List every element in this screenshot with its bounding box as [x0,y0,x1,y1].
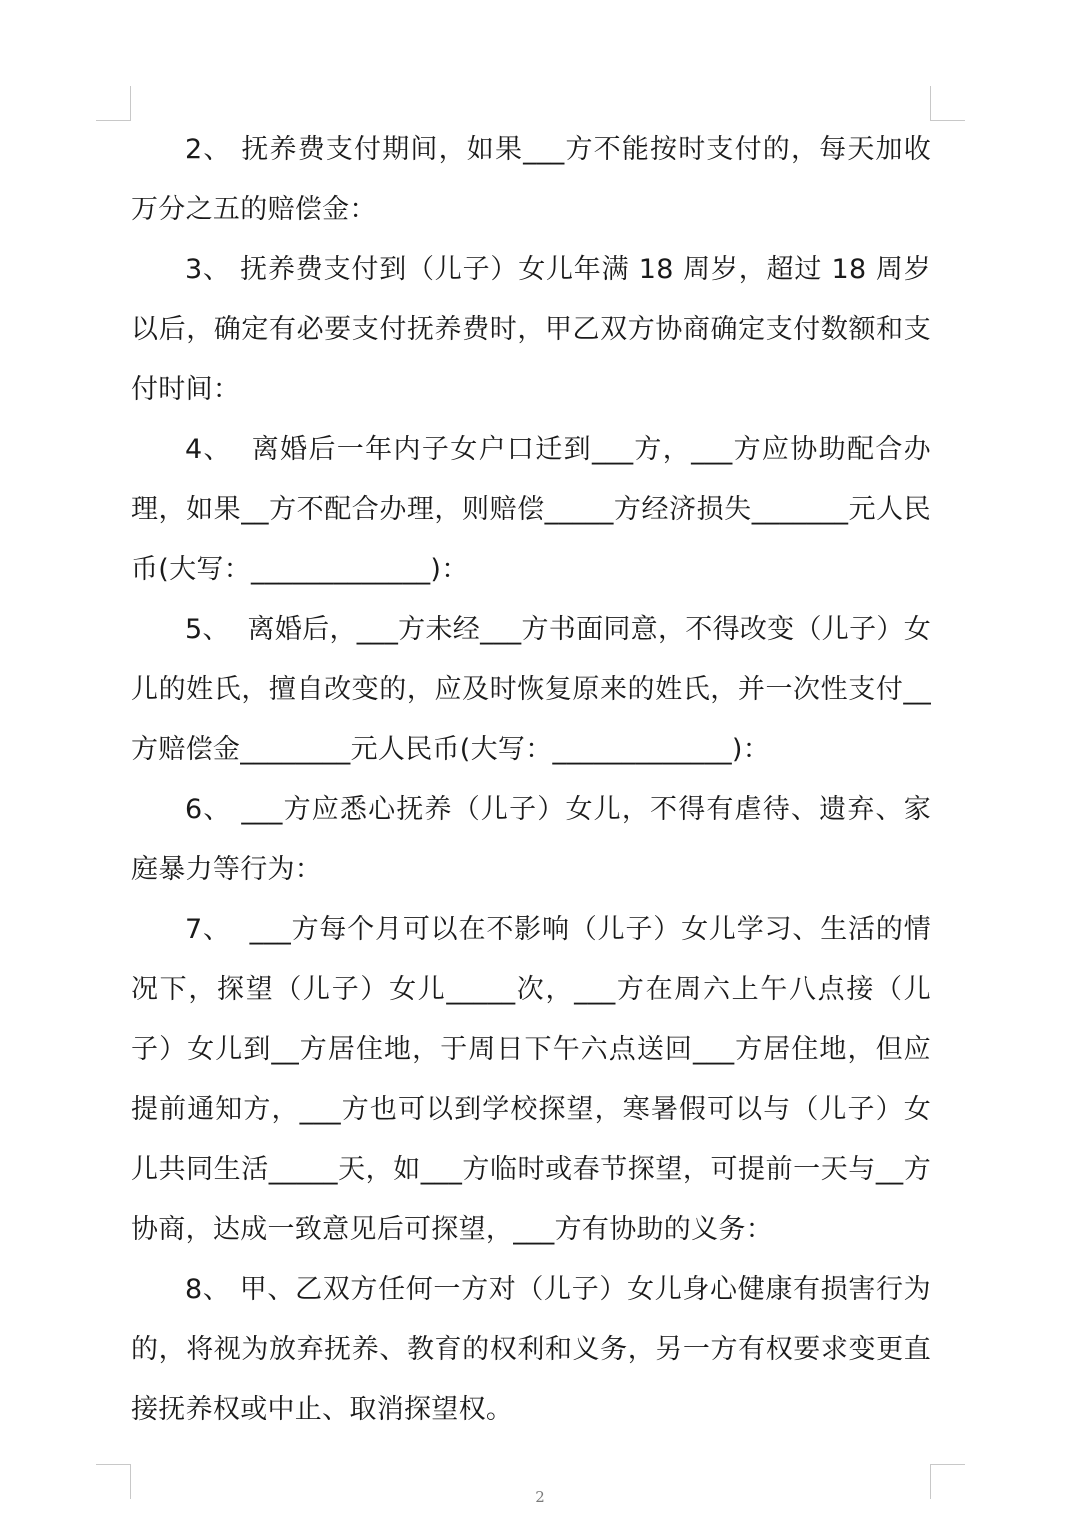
page-corner-mark-top-left [96,86,131,121]
clause-7: 7、 ___方每个月可以在不影响（儿子）女儿学习、生活的情况下，探望（儿子）女儿_____次，___方在周六上午八点接（儿子）女儿到__方居住地，于周日下午六点送回___方居住地，但应提前通知方，___方也可以到学校探望，寒暑假可以与（儿子）女儿共同生活_____天，如___方临时或春节探望，可提前一天与__方协商，达成一致意见后可探望，___方有协助的义务： [131,914,931,1245]
document-body [131,120,931,1440]
clause-2: 2、 抚养费支付期间，如果___方不能按时支付的，每天加收万分之五的赔偿金： [131,134,931,225]
clause-5: 5、 离婚后，___方未经___方书面同意，不得改变（儿子）女儿的姓氏，擅自改变的，应及时恢复原来的姓氏，并一次性支付__方赔偿金________元人民币(大写：_____________)： [131,614,931,765]
page-corner-mark-top-right [930,86,965,121]
page-number: 2 [535,1488,545,1506]
clause-8: 8、 甲、乙双方任何一方对（儿子）女儿身心健康有损害行为的，将视为放弃抚养、教育的权利和义务，另一方有权要求变更直接抚养权或中止、取消探望权。 [131,1274,931,1425]
clause-6: 6、 ___方应悉心抚养（儿子）女儿，不得有虐待、遗弃、家庭暴力等行为： [131,794,931,885]
clause-3: 3、 抚养费支付到（儿子）女儿年满 18 周岁，超过 18 周岁以后，确定有必要支付抚养费时，甲乙双方协商确定支付数额和支付时间： [131,254,931,405]
clause-4: 4、 离婚后一年内子女户口迁到___方，___方应协助配合办理，如果__方不配合办理，则赔偿_____方经济损失_______元人民币(大写：_____________)： [131,434,931,585]
